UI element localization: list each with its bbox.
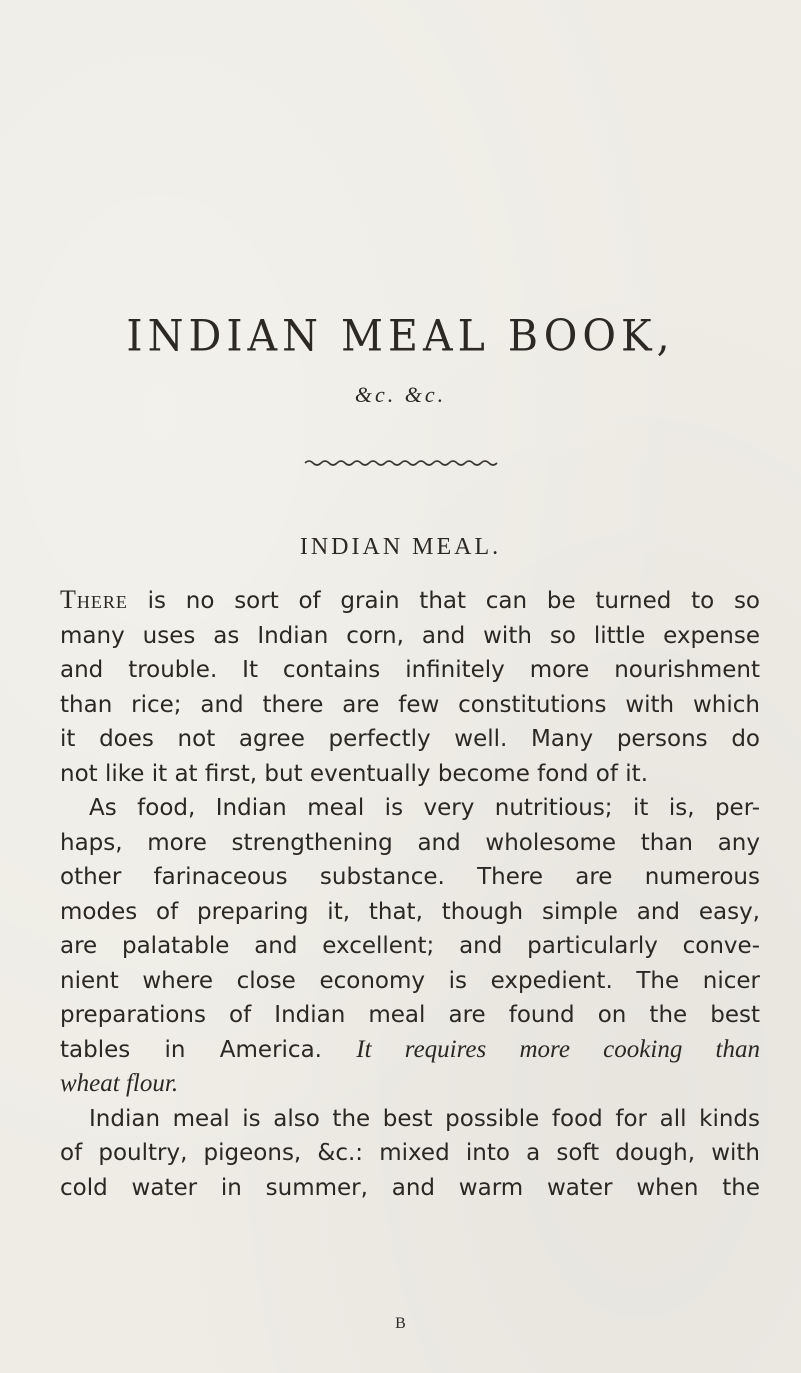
book-subtitle: &c. &c. [354, 382, 447, 407]
text-line: not like it at first, but eventually become fond of it. [60, 760, 649, 787]
text-line: There is no sort of grain that can be turned to so [60, 585, 760, 614]
text-line: it does not agree perfectly well. Many persons do [60, 726, 760, 752]
text-line: preparations of Indian meal are found on the best [60, 1002, 760, 1028]
text-line: cold water in summer, and warm water when the [60, 1174, 760, 1201]
body-text [60, 583, 760, 1205]
text-line: modes of preparing it, that, though simple and easy, [60, 898, 760, 925]
text-line: Indian meal is also the best possible food for all kinds [89, 1105, 760, 1132]
ornament-divider [303, 457, 503, 469]
text-line: of poultry, pigeons, &c.: mixed into a soft dough, with [60, 1140, 760, 1166]
italic-text: It requires more cooking than [356, 1035, 760, 1063]
text-line: are palatable and excellent; and particularly conve- [60, 933, 760, 959]
drop-word: There [60, 585, 128, 614]
section-heading: INDIAN MEAL. [299, 534, 502, 560]
book-title: INDIAN MEAL BOOK, [126, 310, 675, 362]
text-line: tables in America. It requires more cooking than [60, 1035, 760, 1063]
text-line: As food, Indian meal is very nutritious; it is, per- [89, 795, 760, 821]
signature-mark: B [395, 1315, 406, 1332]
text-line [60, 1067, 760, 1102]
italic-text: wheat flour. [60, 1070, 179, 1097]
text-line: than rice; and there are few constitutions with which [60, 691, 760, 718]
text-line: many uses as Indian corn, and with so little expense [60, 622, 760, 649]
text-line: haps, more strengthening and wholesome than any [60, 829, 760, 856]
text-line: and trouble. It contains infinitely more nourishment [60, 657, 760, 683]
text-line: nient where close economy is expedient. The nicer [60, 967, 760, 994]
text-line: other farinaceous substance. There are numerous [60, 864, 760, 890]
